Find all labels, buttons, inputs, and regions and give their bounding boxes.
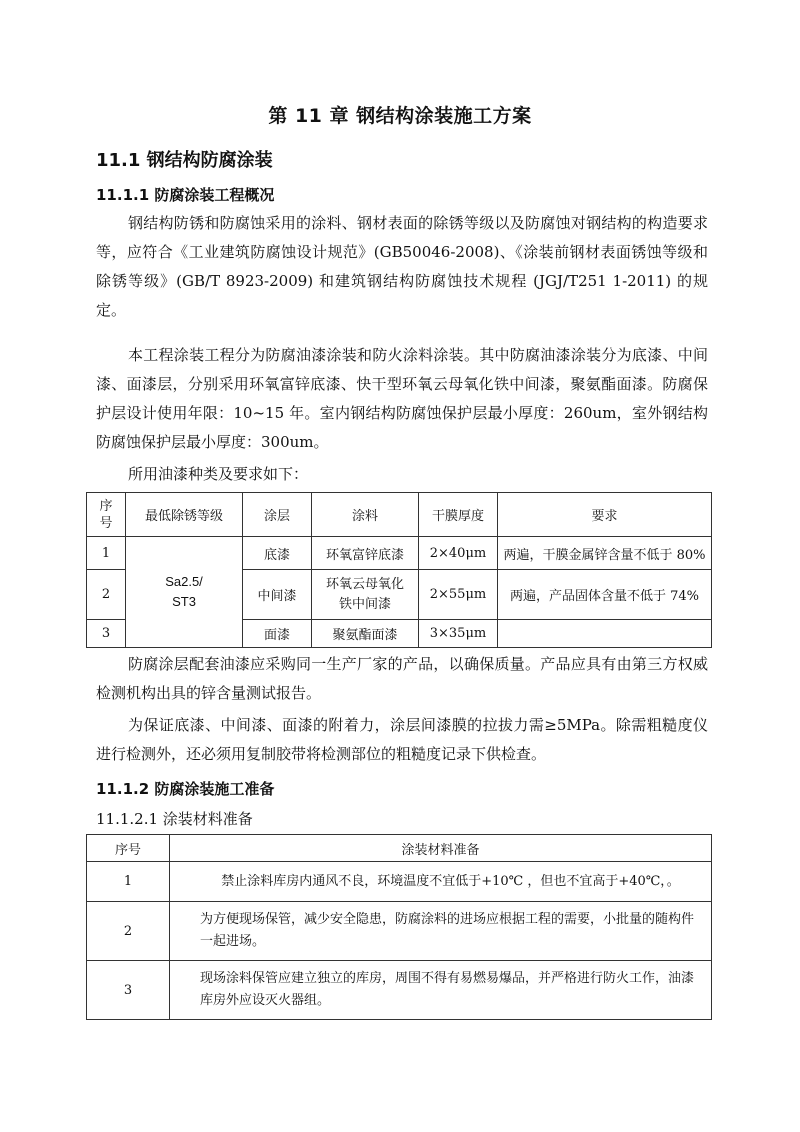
subsection-heading-2: 11.1.2 防腐涂装施工准备 [96,780,275,798]
header-layer: 涂层 [243,493,312,537]
paint-requirements-table [86,492,712,648]
grade-line-2: ST3 [172,594,196,609]
header-paint: 涂料 [312,493,419,537]
paragraph-adhesion: 为保证底漆、中间漆、面漆的附着力，涂层间漆膜的拉拔力需≥5MPa。除需粗糙度仪进行检测外，还必须用复制胶带将检测部位的粗糙度记录下供检查。 [96,716,708,763]
table-row [87,961,712,1020]
subsubsection-heading: 11.1.2.1 涂装材料准备 [96,810,253,828]
row-no: 3 [87,620,126,648]
row-requirement: 两遍，干膜金属锌含量不低于 80% [498,537,712,570]
row-no: 2 [87,902,170,961]
row-no: 1 [87,537,126,570]
table-row [87,862,712,902]
subsection-heading-1: 11.1.1 防腐涂装工程概况 [96,186,275,204]
row-paint: 环氧富锌底漆 [312,537,419,570]
row-text: 为方便现场保管，减少安全隐患，防腐涂料的进场应根据工程的需要，小批量的随构件一起进场。 [170,902,712,961]
header-no: 序号 [87,835,170,862]
header-requirement: 要求 [498,493,712,537]
row-no: 2 [87,570,126,620]
row-layer: 底漆 [243,537,312,570]
row-paint [312,570,419,620]
row-layer: 面漆 [243,620,312,648]
row-thickness: 3×35μm [419,620,498,648]
table-row [87,537,712,570]
header-thickness: 干膜厚度 [419,493,498,537]
table-row [87,902,712,961]
grade-cell [126,537,243,648]
row-thickness: 2×55μm [419,570,498,620]
paragraph-paint-types-intro: 所用油漆种类及要求如下： [128,465,309,483]
row-paint: 聚氨酯面漆 [312,620,419,648]
row-thickness: 2×40μm [419,537,498,570]
header-no [87,493,126,537]
row-no: 1 [87,862,170,902]
row-text: 现场涂料保管应建立独立的库房，周围不得有易燃易爆品，并严格进行防火工作，油漆库房外应设灭火器组。 [170,961,712,1020]
row-requirement: 两遍，产品固体含量不低于 74% [498,570,712,620]
table-header-row [87,835,712,862]
chapter-title: 第 11 章 钢结构涂装施工方案 [268,105,532,127]
header-text: 序号 [99,498,113,531]
table-header-row [87,493,712,537]
paragraph-supplier: 防腐涂层配套油漆应采购同一生产厂家的产品，以确保质量。产品应具有由第三方权威检测机构出具的锌含量测试报告。 [96,655,708,702]
section-heading: 11.1 钢结构防腐涂装 [96,150,273,171]
row-layer: 中间漆 [243,570,312,620]
row-paint-text: 环氧云母氧化铁中间漆 [325,576,404,612]
paragraph-coating-overview: 本工程涂装工程分为防腐油漆涂装和防火涂料涂装。其中防腐油漆涂装分为底漆、中间漆、面漆层，分别采用环氧富锌底漆、快干型环氧云母氧化铁中间漆，聚氨酯面漆。防腐保护层设计使用年限：10~15 年。室内钢结构防腐蚀保护层最小厚度：260um，室外钢结构防腐蚀保护层最小厚度：300um。 [96,346,708,451]
material-preparation-table [86,834,712,1020]
header-grade: 最低除锈等级 [126,493,243,537]
grade-line-1: Sa2.5/ [165,574,203,589]
row-no: 3 [87,961,170,1020]
paragraph-standards: 钢结构防锈和防腐蚀采用的涂料、钢材表面的除锈等级以及防腐蚀对钢结构的构造要求等，应符合《工业建筑防腐蚀设计规范》(GB50046-2008)、《涂装前钢材表面锈蚀等级和除锈等级》(GB/T 8923-2009) 和建筑钢结构防腐蚀技术规程 (JGJ/T251 1-2011) 的规定。 [96,214,708,319]
header-preparation: 涂装材料准备 [170,835,712,862]
row-text: 禁止涂料库房内通风不良，环境温度不宜低于+10℃ ，但也不宜高于+40℃，。 [170,862,712,902]
row-requirement [498,620,712,648]
